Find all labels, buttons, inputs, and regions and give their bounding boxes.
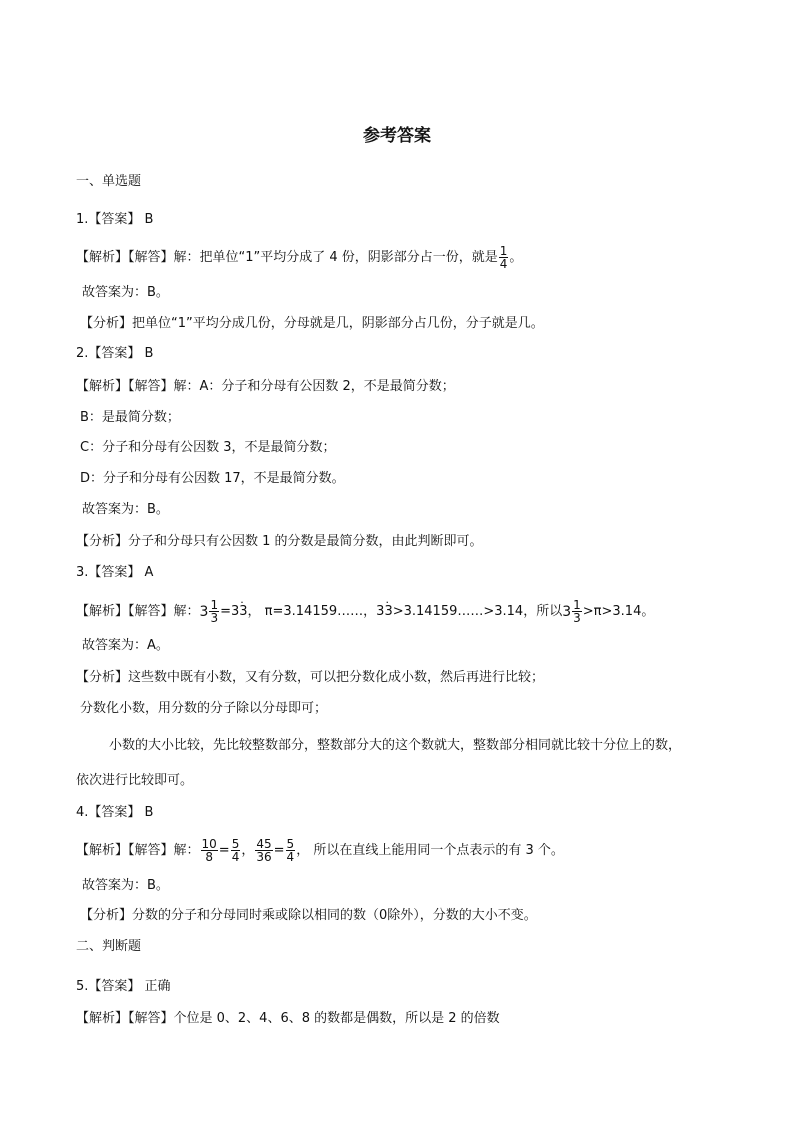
q3-repeating-digit: · 3 bbox=[239, 602, 247, 622]
q2-analysis: 【分析】分子和分母只有公因数 1 的分数是最简分数，由此判断即可。 bbox=[76, 534, 483, 549]
q3-answer: 3.【答案】 A bbox=[76, 565, 154, 580]
q4-explanation-tail: ， 所以在直线上能用同一个点表示的有 3 个。 bbox=[296, 843, 564, 858]
q3-mixed-whole: 3 bbox=[199, 603, 209, 620]
q4-fraction-1 bbox=[201, 838, 218, 863]
q4-analysis: 【分析】分数的分子和分母同时乘或除以相同的数（0除外），分数的大小不变。 bbox=[80, 908, 537, 923]
q1-fraction-numerator: 1 bbox=[499, 244, 508, 258]
q4-f1-denominator: 8 bbox=[205, 850, 213, 864]
q4-conclusion: 故答案为：B。 bbox=[82, 878, 169, 893]
q4-f4-numerator: 5 bbox=[286, 837, 295, 851]
q4-fraction-2 bbox=[231, 838, 241, 863]
q4-fraction-4 bbox=[286, 838, 296, 863]
q1-fraction-denominator: 4 bbox=[499, 257, 508, 271]
q2-answer: 2.【答案】 B bbox=[76, 346, 154, 361]
q5-answer: 5.【答案】 正确 bbox=[76, 979, 171, 994]
q2-conclusion: 故答案为：B。 bbox=[82, 502, 169, 517]
q3-repeating-digit-2: · 3 bbox=[384, 602, 392, 622]
q1-analysis: 【分析】把单位“1”平均分成几份，分母就是几，阴影部分占几份，分子就是几。 bbox=[80, 316, 544, 331]
q3-mixed2-whole: 3 bbox=[562, 603, 572, 620]
q3-equals-decimal: =3 bbox=[220, 604, 240, 619]
q4-answer: 4.【答案】 B bbox=[76, 805, 154, 820]
q2-option-c: C：分子和分母有公因数 3，不是最简分数； bbox=[80, 440, 336, 455]
q4-f4-denominator: 4 bbox=[286, 850, 295, 864]
q4-equals-1: = bbox=[218, 843, 230, 858]
q4-f3-denominator: 36 bbox=[256, 850, 272, 864]
q4-explanation-text: 【解析】【解答】解： bbox=[76, 843, 200, 858]
q4-fraction-3 bbox=[255, 838, 272, 863]
q3-mixed2-denominator: 3 bbox=[573, 611, 581, 625]
q3-analysis-1: 【分析】这些数中既有小数，又有分数，可以把分数化成小数，然后再进行比较； bbox=[76, 670, 545, 685]
q3-explanation-text: 【解析】【解答】解： bbox=[76, 604, 200, 619]
q3-mixed-number-2 bbox=[562, 598, 583, 625]
q3-mixed-numerator: 1 bbox=[210, 598, 219, 612]
q3-analysis-2: 分数化小数，用分数的分子除以分母即可； bbox=[80, 701, 328, 716]
q2-option-d: D：分子和分母有公因数 17，不是最简分数。 bbox=[80, 471, 345, 486]
q4-explanation bbox=[76, 838, 564, 863]
q3-analysis-3: 小数的大小比较，先比较整数部分，整数部分大的这个数就大，整数部分相同就比较十分位上的数， bbox=[109, 738, 682, 753]
q3-mixed2-numerator: 1 bbox=[573, 598, 581, 612]
q3-comparison-chain: >3.14159……>3.14，所以 bbox=[392, 604, 563, 619]
section-heading-single-choice: 一、单选题 bbox=[76, 174, 142, 189]
q3-pi-comparison: ， π=3.14159……， bbox=[247, 604, 377, 619]
q3-decimal-whole: 3 bbox=[376, 604, 385, 619]
q4-f3-numerator: 45 bbox=[256, 837, 272, 851]
q1-explanation-end: 。 bbox=[509, 250, 523, 265]
q3-explanation bbox=[76, 599, 654, 624]
q1-explanation-text: 【解析】【解答】解：把单位“1”平均分成了 4 份，阴影部分占一份，就是 bbox=[76, 250, 498, 265]
q3-comparison-tail: >π>3.14。 bbox=[582, 604, 655, 619]
q5-explanation: 【解析】【解答】个位是 0、2、4、6、8 的数都是偶数，所以是 2 的倍数 bbox=[76, 1011, 500, 1026]
q1-conclusion: 故答案为：B。 bbox=[82, 285, 169, 300]
q2-option-b: B：是最简分数； bbox=[80, 410, 180, 425]
q1-fraction bbox=[499, 245, 509, 270]
q3-analysis-4: 依次进行比较即可。 bbox=[76, 773, 194, 788]
section-heading-true-false: 二、判断题 bbox=[76, 939, 142, 954]
q4-separator: ， bbox=[241, 843, 255, 858]
q3-mixed-denominator: 3 bbox=[210, 611, 219, 625]
page-title: 参考答案 bbox=[363, 126, 431, 146]
q2-explanation: 【解析】【解答】解：A：分子和分母有公因数 2，不是最简分数； bbox=[76, 379, 455, 394]
q1-answer: 1.【答案】 B bbox=[76, 212, 154, 227]
q4-f2-denominator: 4 bbox=[231, 850, 240, 864]
q4-f2-numerator: 5 bbox=[231, 837, 240, 851]
q4-f1-numerator: 10 bbox=[201, 837, 217, 851]
q3-conclusion: 故答案为：A。 bbox=[82, 638, 169, 653]
q3-mixed-number bbox=[199, 598, 221, 625]
q1-explanation bbox=[76, 245, 522, 270]
q4-equals-2: = bbox=[273, 843, 285, 858]
